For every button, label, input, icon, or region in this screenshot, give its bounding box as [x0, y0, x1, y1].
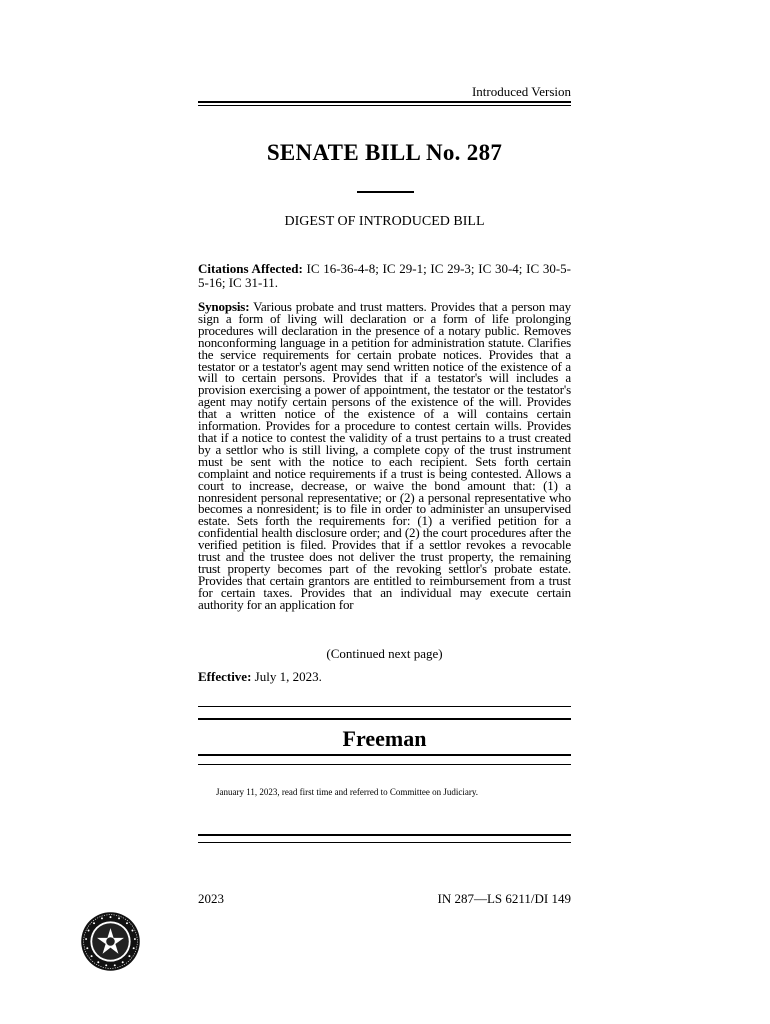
version-label: Introduced Version [471, 84, 571, 99]
indiana-state-seal-icon [80, 911, 141, 972]
author-rule-top-1 [198, 706, 571, 707]
title-divider [357, 191, 414, 193]
synopsis [198, 301, 571, 611]
effective-text: July 1, 2023. [251, 669, 322, 684]
synopsis-label: Synopsis: [198, 299, 250, 314]
synopsis-text: Various probate and trust matters. Provides that a person may sign a form of living will declaration or a form of life prolonging procedures will declaration in the presence of a notary public. Removes nonconforming language in a petition for administration statute. Clarifies the service requirements for certain probate notices. Provides that a testator or a testator's agent may send written notice of the existence of a will to certain persons. Provides that if a testator's will includes a provision exercising a power of appointment, the testator or the testator's agent may notify certain persons of the existence of the will. Provides that a written notice of the existence of a will contains certain information. Provides for a procedure to contest certain wills. Provides that if a notice to contest the validity of a trust pertains to a trust created by a settlor who is still living, a complete copy of the trust instrument must be sent with the notice to each recipient. Sets forth certain complaint and notice requirements if a trust is being contested. Allows a court to increase, decrease, or waive the bond amount that: (1) a nonresident personal representative; or (2) a personal representative who becomes a nonresident; is to file in order to administer an unsupervised estate. Sets forth the requirements for: (1) a verified petition for a confidential health disclosure order; and (2) the court procedures after the verified petition is filed. Provides that if a settlor revokes a revocable trust and the trustee does not deliver the trust property, the remaining trust property becomes part of the revoking settlor's probate estate. Provides that certain grantors are entitled to reimbursement from a trust for certain taxes. Provides that an individual may execute certain authority for an application for [198, 299, 571, 612]
footer-rule-thin [198, 842, 571, 843]
effective-label: Effective: [198, 669, 252, 684]
digest-heading: DIGEST OF INTRODUCED BILL [284, 214, 485, 229]
effective-date [198, 669, 571, 685]
author-rule-top-2 [198, 718, 571, 720]
footer-year: 2023 [198, 891, 224, 906]
author-rule-bottom-2 [198, 764, 571, 765]
bill-title: SENATE BILL No. 287 [266, 140, 503, 165]
header-rule-thick [198, 101, 571, 103]
header-rule-thin [198, 105, 571, 106]
legislative-history: January 11, 2023, read first time and referred to Committee on Judiciary. [216, 787, 479, 797]
footer-bill-id: IN 287—LS 6211/DI 149 [437, 891, 571, 906]
bill-author: Freeman [342, 726, 427, 751]
continued-note: (Continued next page) [326, 646, 443, 661]
footer-rule-thick [198, 834, 571, 836]
author-rule-bottom-1 [198, 754, 571, 756]
citations-affected [198, 262, 571, 290]
citations-text: IC 16-36-4-8; IC 29-1; IC 29-3; IC 30-4; IC 30-5-5-16; IC 31-11. [198, 261, 571, 290]
citations-label: Citations Affected: [198, 261, 303, 276]
